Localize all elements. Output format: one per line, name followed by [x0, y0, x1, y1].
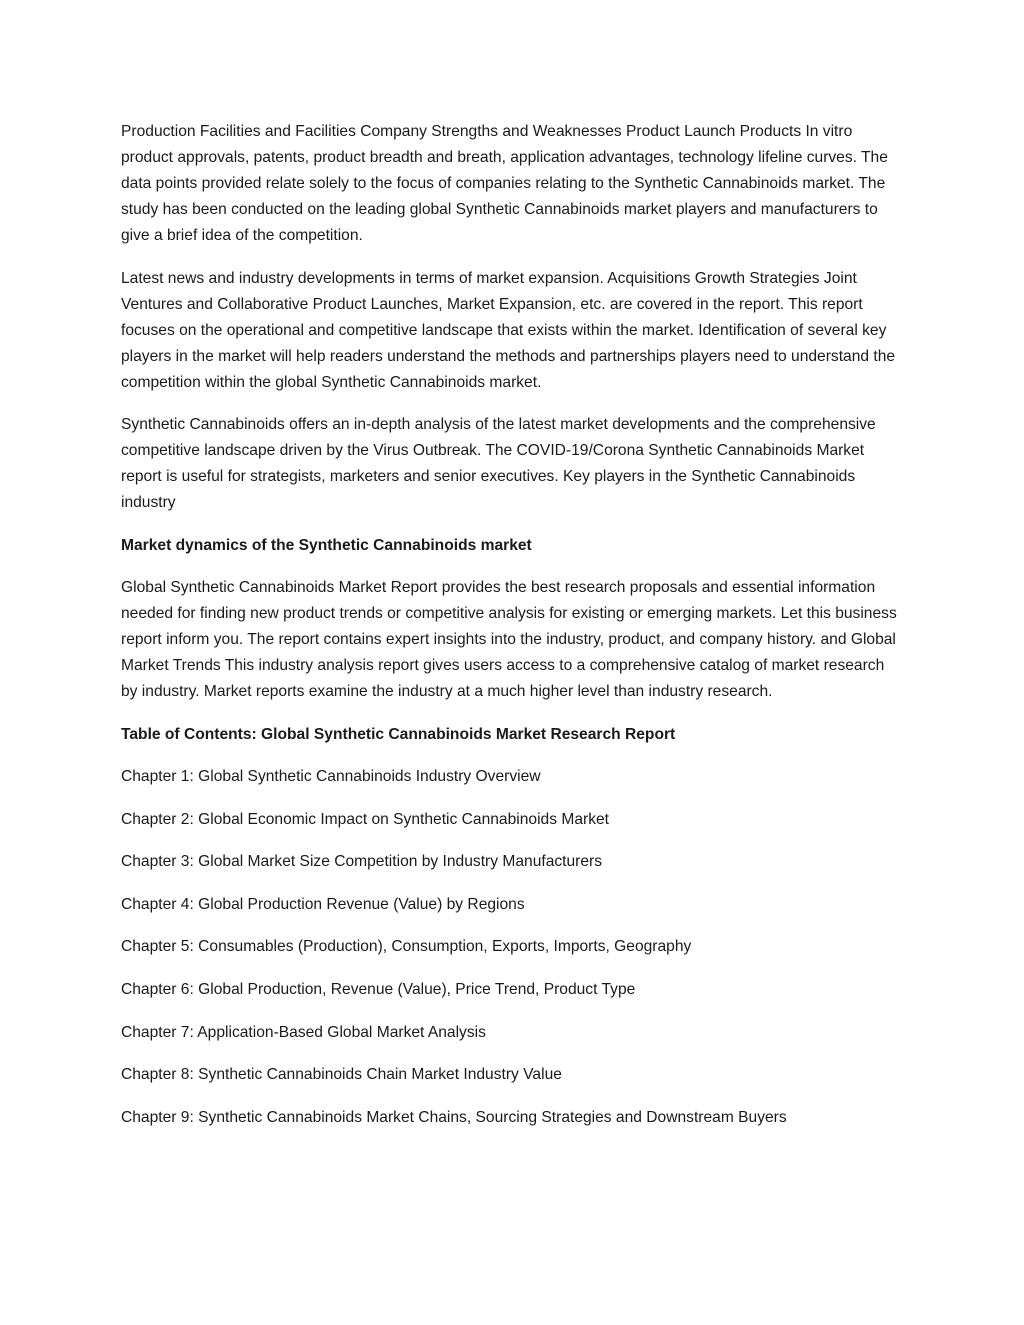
toc-chapter-item: Chapter 4: Global Production Revenue (Value) by Regions [121, 895, 525, 913]
body-paragraph: Production Facilities and Facilities Company Strengths and Weaknesses Product Launch Products In vitro product approvals, patents, product breadth and breath, application advantages, technology lifeline curves. The data points provided relate solely to the focus of companies relating to the Synthetic Cannabinoids market. The study has been conducted on the leading global Synthetic Cannabinoids market players and manufacturers to give a brief idea of the competition. [121, 123, 888, 244]
body-paragraph: Global Synthetic Cannabinoids Market Report provides the best research proposals and essential information needed for finding new product trends or competitive analysis for existing or emerging markets. Let this business report inform you. The report contains expert insights into the industry, product, and company history. and Global Market Trends This industry analysis report gives users access to a comprehensive catalog of market research by industry. Market reports examine the industry at a much higher level than industry research. [121, 579, 897, 700]
toc-chapter-item: Chapter 2: Global Economic Impact on Synthetic Cannabinoids Market [121, 810, 609, 828]
body-paragraph: Latest news and industry developments in terms of market expansion. Acquisitions Growth Strategies Joint Ventures and Collaborative Product Launches, Market Expansion, etc. are covered in the report. This report focuses on the operational and competitive landscape that exists within the market. Identification of several key players in the market will help readers understand the methods and partnerships players need to understand the competition within the global Synthetic Cannabinoids market. [121, 269, 896, 391]
body-paragraph: Synthetic Cannabinoids offers an in-depth analysis of the latest market developments and the comprehensive competitive landscape driven by the Virus Outbreak. The COVID-19/Corona Synthetic Cannabinoids Market report is useful for strategists, marketers and senior executives. Key players in the Synthetic Cannabinoids industry [121, 416, 876, 511]
toc-chapter-item: Chapter 5: Consumables (Production), Consumption, Exports, Imports, Geography [121, 938, 692, 956]
toc-chapter-item: Chapter 3: Global Market Size Competition by Industry Manufacturers [121, 853, 603, 871]
section-heading: Market dynamics of the Synthetic Cannabinoids market [121, 536, 532, 554]
toc-chapter-item: Chapter 9: Synthetic Cannabinoids Market Chains, Sourcing Strategies and Downstream Buyers [121, 1108, 787, 1126]
toc-chapter-item: Chapter 7: Application-Based Global Market Analysis [121, 1023, 486, 1041]
toc-chapter-item: Chapter 8: Synthetic Cannabinoids Chain Market Industry Value [121, 1066, 562, 1084]
document-body [121, 119, 905, 1147]
toc-chapter-item: Chapter 1: Global Synthetic Cannabinoids Industry Overview [121, 768, 541, 785]
toc-heading: Table of Contents: Global Synthetic Cannabinoids Market Research Report [121, 725, 676, 743]
toc-chapter-item: Chapter 6: Global Production, Revenue (Value), Price Trend, Product Type [121, 980, 636, 998]
